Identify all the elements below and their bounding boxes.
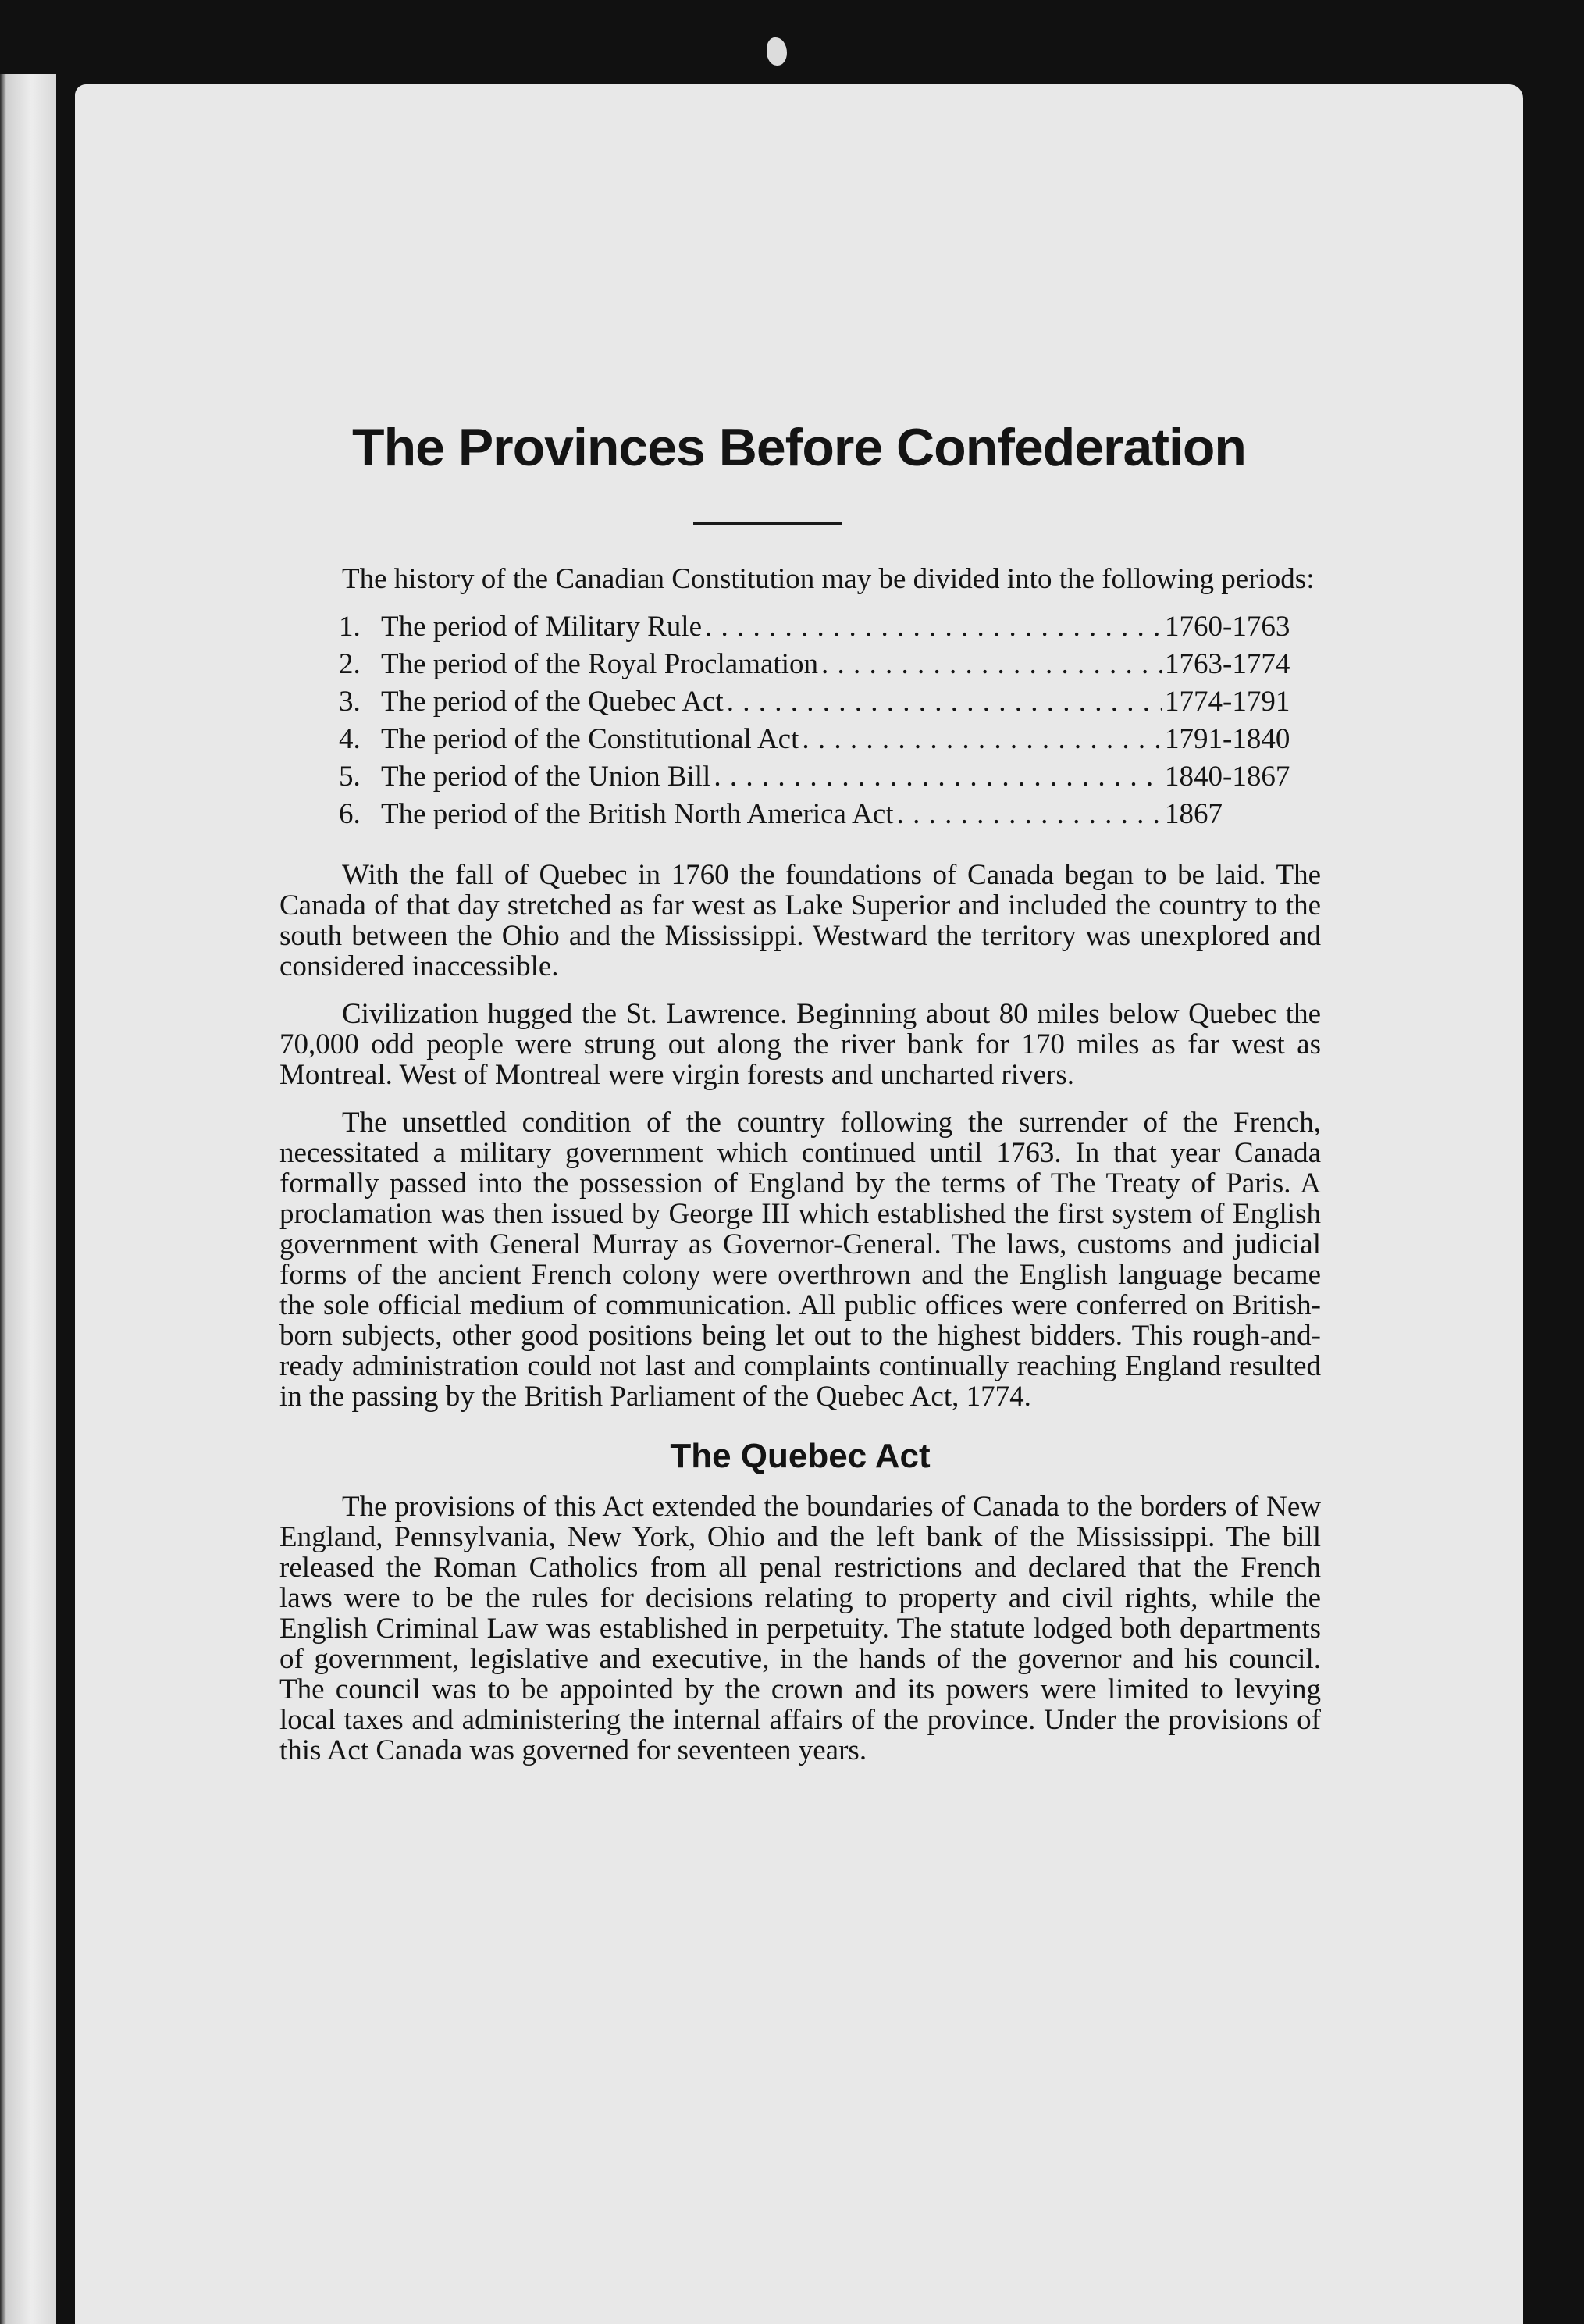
period-years: 1791-1840	[1165, 723, 1290, 755]
period-item	[339, 724, 1321, 761]
period-item	[339, 761, 1321, 799]
period-label: The period of the Royal Proclamation	[381, 648, 818, 680]
body-paragraph: Civilization hugged the St. Lawrence. Beginning about 80 miles below Quebec the 70,000 odd people were strung out along the river bank for 170 miles as far west as Montreal. West of Montreal were virgin forests and uncharted rivers.	[279, 998, 1321, 1091]
period-years: 1774-1791	[1165, 686, 1290, 718]
body-paragraph: The unsettled condition of the country following the surrender of the French, necessitated a military government which continued until 1763. In that year Canada formally passed into the possession of England by the terms of The Treaty of Paris. A proclamation was then issued by George III which established the first system of English government with General Murray as Governor-General. The laws, customs and judicial forms of the ancient French colony were overthrown and the English language became the sole official medium of communication. All public offices were conferred on British-born subjects, other good positions being let out to the highest bidders. This rough-and-ready administration could not last and complaints continually reaching England resulted in the passing by the British Parliament of the Quebec Act, 1774.	[279, 1107, 1321, 1413]
dot-leader	[821, 649, 1162, 679]
intro-paragraph: The history of the Canadian Constitution may be divided into the following periods:	[342, 563, 1315, 595]
period-number: 2.	[339, 648, 361, 680]
period-number: 6.	[339, 798, 361, 830]
period-number: 4.	[339, 723, 361, 755]
page-title: The Provinces Before Confederation	[352, 418, 1246, 477]
periods-list	[279, 611, 1321, 836]
period-number: 3.	[339, 686, 361, 718]
dot-leader	[897, 799, 1162, 829]
adjacent-page-edge	[0, 74, 56, 2324]
section-heading: The Quebec Act	[670, 1437, 931, 1475]
dot-leader	[714, 761, 1162, 792]
dot-leader	[705, 611, 1162, 642]
period-label: The period of Military Rule	[381, 611, 703, 643]
period-item	[339, 649, 1321, 686]
dot-leader	[727, 686, 1162, 717]
period-years: 1763-1774	[1165, 648, 1290, 680]
period-label: The period of the British North America Act	[381, 798, 894, 830]
document-page	[75, 84, 1523, 2324]
period-years: 1840-1867	[1165, 761, 1290, 793]
period-item	[339, 611, 1321, 649]
dot-leader	[802, 724, 1162, 754]
period-years: 1760-1763	[1165, 611, 1290, 643]
section-paragraph: The provisions of this Act extended the boundaries of Canada to the borders of New England, Pennsylvania, New York, Ohio and the left bank of the Mississippi. The bill released the Roman Catholics from all penal restrictions and declared that the French laws were to be the rules for decisions relating to property and civil rights, while the English Criminal Law was established in perpetuity. The statute lodged both departments of government, legislative and executive, in the hands of the governor and his council. The council was to be appointed by the crown and its powers were limited to levying local taxes and administering the internal affairs of the province. Under the provisions of this Act Canada was governed for seventeen years.	[279, 1491, 1321, 1766]
period-number: 5.	[339, 761, 361, 793]
period-item	[339, 686, 1321, 724]
scan-mark	[767, 37, 787, 66]
title-rule	[693, 522, 842, 525]
page-content	[279, 564, 1321, 1783]
period-label: The period of the Union Bill	[381, 761, 711, 793]
period-item	[339, 799, 1321, 836]
period-label: The period of the Constitutional Act	[381, 723, 799, 755]
period-years: 1867	[1165, 798, 1223, 830]
period-number: 1.	[339, 611, 361, 643]
period-label: The period of the Quebec Act	[381, 686, 724, 718]
body-paragraph: With the fall of Quebec in 1760 the foundations of Canada began to be laid. The Canada of that day stretched as far west as Lake Superior and included the country to the south between the Ohio and the Mississippi. Westward the territory was unexplored and considered inaccessible.	[279, 859, 1321, 982]
